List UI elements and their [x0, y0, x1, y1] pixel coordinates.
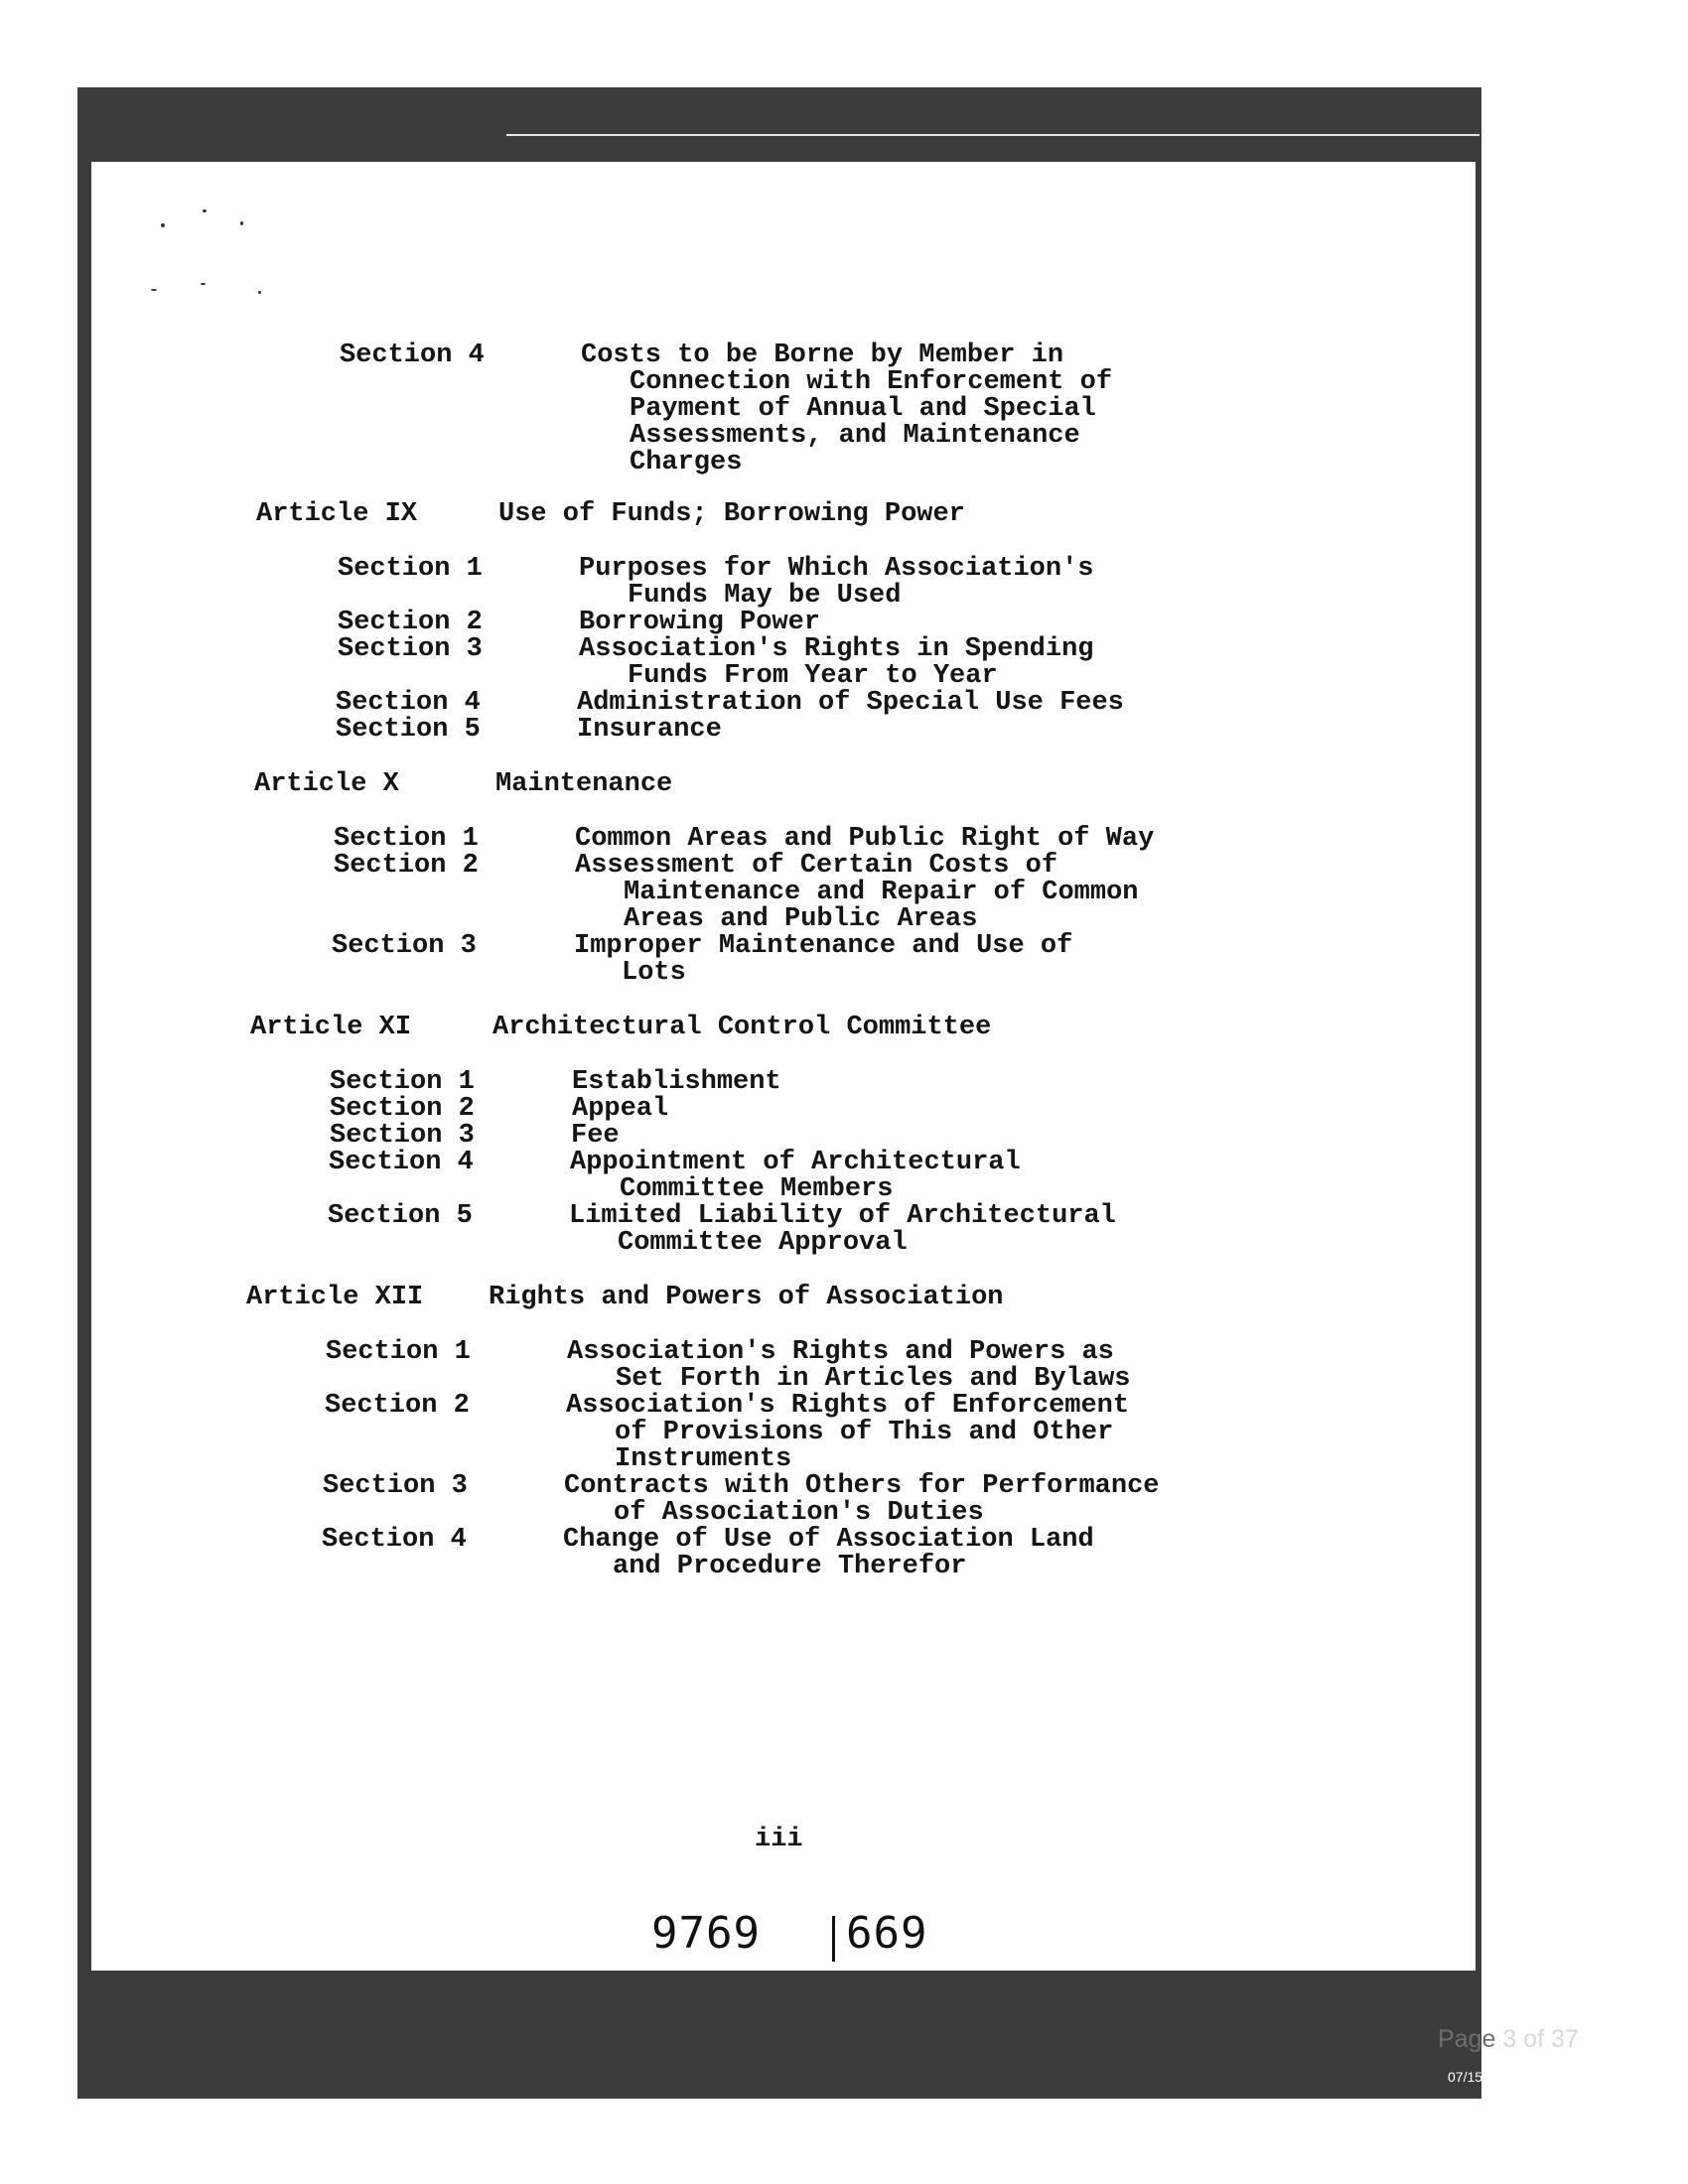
toc-entry-title: Purposes for Which Association's: [579, 554, 1094, 584]
recording-stamp-divider: [832, 1916, 835, 1962]
toc-section-label: Section 2: [325, 1391, 470, 1421]
toc-section-label: Section 4: [336, 688, 481, 718]
toc-article-label: Article IX: [256, 499, 418, 529]
toc-entry-title: Appointment of Architectural: [570, 1148, 1021, 1177]
toc-section-label: Section 3: [330, 1121, 475, 1151]
recording-stamp-left: 9769: [651, 1908, 761, 1959]
toc-entry-continuation: Charges: [630, 448, 743, 478]
toc-entry-continuation: and Procedure Therefor: [613, 1552, 967, 1581]
toc-section-label: Section 1: [334, 824, 479, 854]
toc-article-label: Article XII: [246, 1283, 424, 1312]
scan-speck: [161, 223, 165, 227]
toc-entry-continuation: Committee Approval: [618, 1228, 908, 1258]
recording-stamp-right: 669: [846, 1908, 928, 1959]
toc-section-label: Section 3: [338, 634, 483, 664]
page-count-prefix: Page: [1438, 2025, 1496, 2053]
toc-entry-title: Establishment: [572, 1067, 781, 1097]
toc-entry-continuation: Assessments, and Maintenance: [630, 421, 1080, 451]
scan-edge-line: [506, 134, 1479, 136]
toc-entry-title: Common Areas and Public Right of Way: [575, 824, 1155, 854]
toc-section-label: Section 1: [330, 1067, 475, 1097]
page-count-value: 3 of 37: [1495, 2025, 1579, 2053]
toc-entry-title: Limited Liability of Architectural: [569, 1201, 1116, 1231]
toc-entry-continuation: Committee Members: [620, 1174, 894, 1204]
toc-entry-title: Contracts with Others for Performance: [564, 1471, 1160, 1501]
print-timestamp: 07/15/2011 10:51 AM: [1448, 2069, 1580, 2085]
toc-entry-title: Administration of Special Use Fees: [577, 688, 1124, 718]
scan-speck: [151, 289, 157, 291]
toc-entry-continuation: of Provisions of This and Other: [615, 1418, 1114, 1447]
toc-entry-title: Architectural Control Committee: [492, 1013, 992, 1042]
toc-section-label: Section 1: [326, 1337, 471, 1367]
toc-entry-continuation: of Association's Duties: [614, 1498, 984, 1528]
toc-section-label: Section 2: [334, 851, 479, 881]
toc-section-label: Section 5: [336, 715, 481, 745]
scan-speck: [203, 209, 207, 212]
toc-section-label: Section 1: [338, 554, 483, 584]
scan-speck: [201, 283, 206, 285]
toc-section-label: Section 2: [338, 608, 483, 637]
toc-section-label: Section 3: [332, 931, 477, 961]
toc-entry-continuation: Set Forth in Articles and Bylaws: [616, 1364, 1131, 1394]
toc-entry-continuation: Maintenance and Repair of Common: [624, 878, 1139, 907]
toc-entry-title: Appeal: [572, 1094, 669, 1124]
toc-entry-title: Fee: [571, 1121, 620, 1151]
toc-section-label: Section 5: [328, 1201, 473, 1231]
scan-speck: [258, 291, 261, 294]
toc-section-label: Section 4: [329, 1148, 474, 1177]
toc-entry-title: Insurance: [577, 715, 722, 745]
toc-section-label: Section 2: [330, 1094, 475, 1124]
toc-entry-title: Assessment of Certain Costs of: [575, 851, 1058, 881]
toc-entry-title: Borrowing Power: [579, 608, 821, 637]
page-count-label: [1438, 2025, 1579, 2054]
toc-entry-title: Association's Rights of Enforcement: [566, 1391, 1130, 1421]
toc-section-label: Section 4: [340, 341, 485, 370]
toc-entry-continuation: Areas and Public Areas: [624, 904, 978, 934]
toc-entry-title: Costs to be Borne by Member in: [581, 341, 1064, 370]
toc-entry-continuation: Connection with Enforcement of: [630, 367, 1113, 397]
toc-entry-title: Improper Maintenance and Use of: [574, 931, 1073, 961]
toc-entry-continuation: Payment of Annual and Special: [630, 394, 1096, 424]
toc-entry-continuation: Funds May be Used: [628, 581, 902, 611]
toc-entry-continuation: Lots: [622, 958, 686, 988]
toc-section-label: Section 3: [323, 1471, 468, 1501]
toc-entry-title: Association's Rights and Powers as: [567, 1337, 1114, 1367]
toc-entry-title: Maintenance: [495, 769, 673, 799]
toc-entry-continuation: Funds From Year to Year: [628, 661, 998, 691]
page-number: iii: [755, 1825, 803, 1854]
toc-section-label: Section 4: [322, 1525, 467, 1555]
toc-entry-continuation: Instruments: [615, 1444, 792, 1474]
toc-entry-title: Change of Use of Association Land: [563, 1525, 1094, 1555]
toc-article-label: Article XI: [250, 1013, 412, 1042]
scan-speck: [240, 221, 243, 225]
toc-entry-title: Association's Rights in Spending: [579, 634, 1094, 664]
toc-entry-title: Use of Funds; Borrowing Power: [498, 499, 965, 529]
toc-article-label: Article X: [254, 769, 399, 799]
toc-entry-title: Rights and Powers of Association: [489, 1283, 1004, 1312]
